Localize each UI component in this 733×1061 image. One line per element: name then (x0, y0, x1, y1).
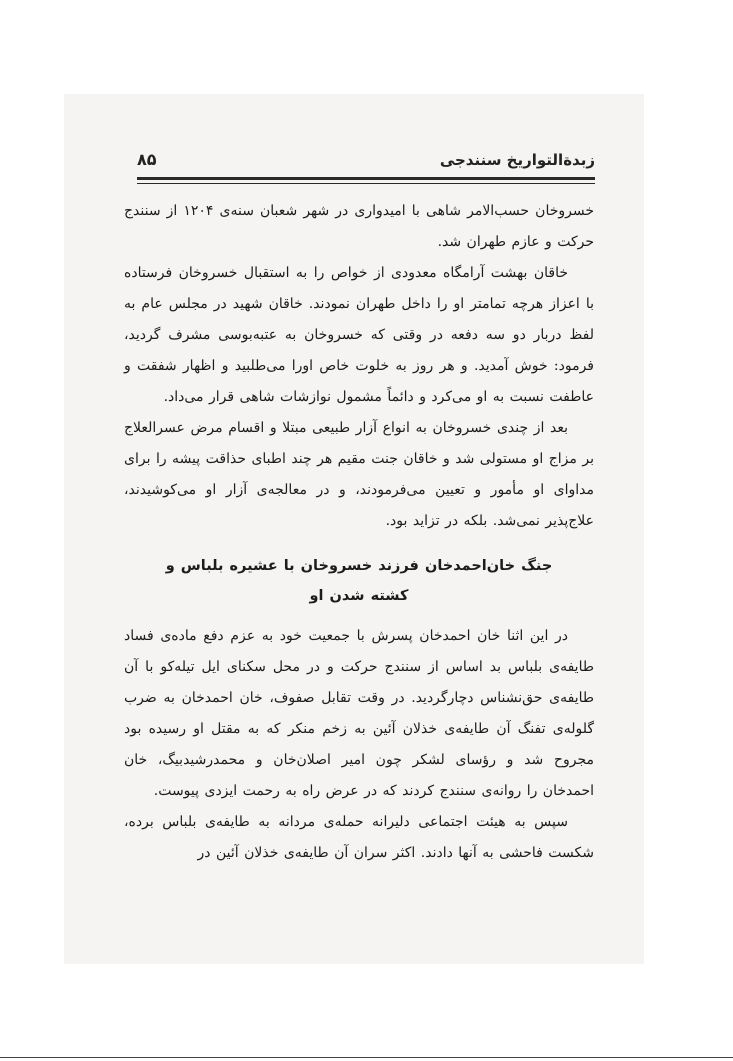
chapter-heading-line: جنگ خان‌احمدخان فرزند خسروخان با عشیره بلباس و (165, 558, 553, 574)
chapter-heading-line: کشته شدن او (309, 588, 409, 604)
bottom-edge-line (0, 1057, 733, 1058)
running-header (137, 148, 595, 176)
chapter-heading (124, 551, 594, 611)
paragraph: بعد از چندی خسروخان به انواع آزار طبیعی مبتلا و اقسام مرض عسرالعلاج بر مزاج او مستولی شد و خاقان جنت مقیم هر چند اطبای حذاقت پیشه را برای مداوای او مأمور و تعیین می‌فرمودند، و در معالجه‌ی آزار او می‌کوشیدند، علاج‌پذیر نمی‌شد. بلکه در تزاید بود. (124, 420, 594, 529)
header-rule-thick (137, 177, 595, 180)
paragraph: خسروخان حسب‌الامر شاهی با امیدواری در شهر شعبان سنه‌ی ۱۲۰۴ از سنندج حرکت و عازم طهران شد. (124, 203, 594, 250)
body-text (124, 196, 594, 869)
paragraph: خاقان بهشت آرامگاه معدودی از خواص را به استقبال خسروخان فرستاده با اعزاز هرچه تمامتر او را داخل طهران نمودند. خاقان شهید در مجلس عام به لفظ دربار دو سه دفعه در وقتی که خسروخان به عتبه‌بوسی مشرف گردید، فرمود: خوش آمدید. و هر روز به خلوت خاص اورا می‌طلبید و اظهار شفقت و عاطفت نسبت به او می‌کرد و دائماً مشمول نوازشات شاهی قرار می‌داد. (124, 265, 594, 405)
paragraph: در این اثنا خان احمدخان پسرش با جمعیت خود به عزم دفع ماده‌ی فساد طایفه‌ی بلباس بد اساس از سنندج حرکت و در محل سکنای ایل تیله‌کو با آن طایفه‌ی حق‌نشناس دچارگردید. در وقت تقابل صفوف، خان احمدخان به ضرب گلوله‌ی تفنگ آن طایفه‌ی خذلان آئین به زخم منکر که به مقتل او رسیده بود مجروح شد و رؤسای لشکر چون امیر اصلان‌خان و محمدرشیدبیگ، خان احمدخان را روانه‌ی سنندج کردند که در عرض راه به رحمت ایزدی پیوست. (124, 628, 594, 799)
paragraph: سپس به هیئت اجتماعی دلیرانه حمله‌ی مردانه به طایفه‌ی بلباس برده، شکست فاحشی به آنها دادند. اکثر سران آن طایفه‌ی خذلان آئین در (124, 814, 594, 861)
book-title: زبدةالتواریخ سنندجی (439, 151, 595, 169)
page-number: ۸۵ (137, 150, 157, 169)
header-rule-thin (137, 183, 595, 184)
